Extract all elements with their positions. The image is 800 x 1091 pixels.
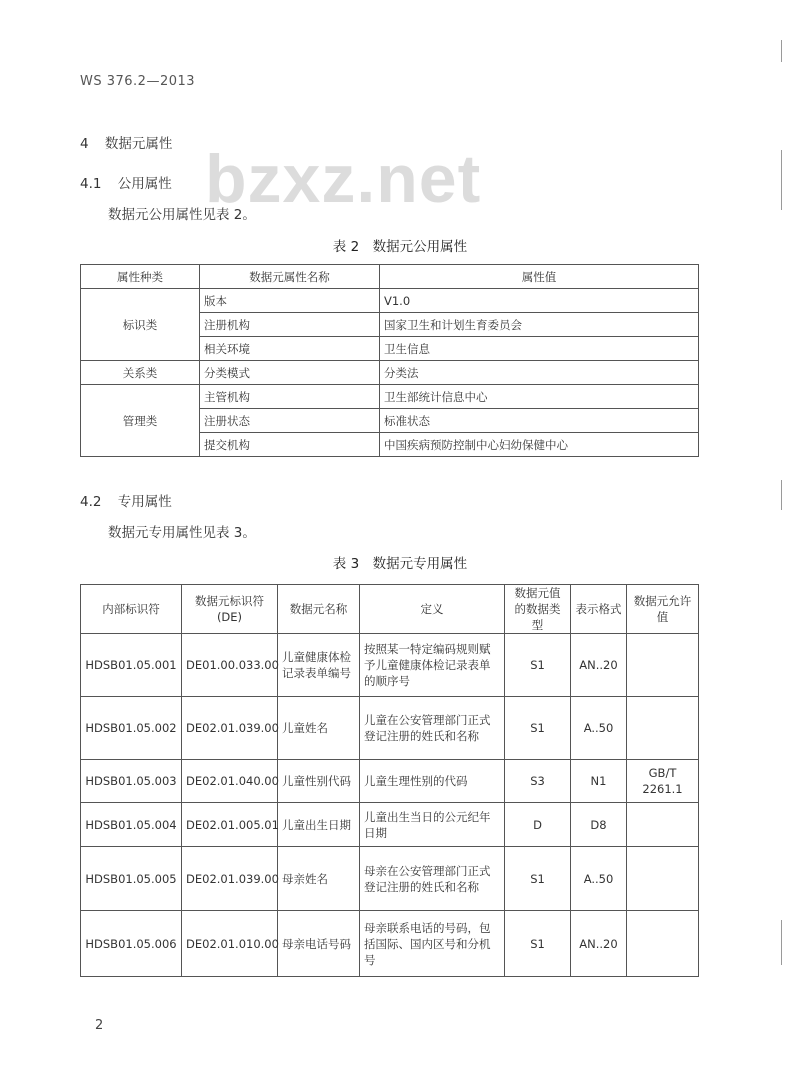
de-id-cell: DE02.01.039.00	[182, 697, 278, 760]
allowed-value-cell	[627, 697, 699, 760]
de-id-cell: DE02.01.039.00	[182, 847, 278, 911]
element-name-cell: 儿童出生日期	[278, 803, 360, 847]
section-number: 4.1	[80, 176, 102, 192]
table-header-cell: 数据元允许值	[627, 585, 699, 634]
scan-edge-mark	[781, 150, 782, 210]
de-id-cell: DE01.00.033.00	[182, 634, 278, 697]
table-row	[81, 847, 699, 911]
element-name-cell: 母亲电话号码	[278, 911, 360, 977]
attribute-group-cell: 管理类	[81, 385, 200, 457]
page-number: 2	[95, 1018, 104, 1033]
data-type-cell: S1	[505, 634, 571, 697]
data-type-cell: S1	[505, 697, 571, 760]
format-cell: AN..20	[571, 911, 627, 977]
table-header-cell: 属性值	[380, 265, 699, 289]
table-header-cell: 数据元属性名称	[200, 265, 380, 289]
attribute-value-cell: 标准状态	[380, 409, 699, 433]
data-type-cell: S1	[505, 847, 571, 911]
attribute-name-cell: 分类模式	[200, 361, 380, 385]
format-cell: A..50	[571, 847, 627, 911]
format-cell: A..50	[571, 697, 627, 760]
definition-cell: 按照某一特定编码规则赋予儿童健康体检记录表单的顺序号	[360, 634, 505, 697]
table-header-cell: 定义	[360, 585, 505, 634]
attribute-name-cell: 主管机构	[200, 385, 380, 409]
watermark: bzxz.net	[205, 141, 482, 217]
attribute-group-cell: 关系类	[81, 361, 200, 385]
scan-edge-mark	[781, 40, 782, 62]
table-row	[81, 634, 699, 697]
internal-id-cell: HDSB01.05.005	[81, 847, 182, 911]
table-row	[81, 911, 699, 977]
definition-cell: 儿童出生当日的公元纪年日期	[360, 803, 505, 847]
table-header-cell: 表示格式	[571, 585, 627, 634]
attribute-value-cell: 中国疾病预防控制中心妇幼保健中心	[380, 433, 699, 457]
allowed-value-cell	[627, 847, 699, 911]
standard-code-header: WS 376.2—2013	[80, 74, 196, 89]
table-row	[81, 697, 699, 760]
allowed-value-cell	[627, 634, 699, 697]
attribute-value-cell: 卫生信息	[380, 337, 699, 361]
section-4-2-heading	[80, 490, 172, 510]
section-number: 4	[80, 136, 89, 152]
table-header-cell: 数据元标识符(DE)	[182, 585, 278, 634]
section-4-1-paragraph: 数据元公用属性见表 2。	[108, 207, 256, 223]
attribute-name-cell: 注册机构	[200, 313, 380, 337]
element-name-cell: 母亲姓名	[278, 847, 360, 911]
format-cell: AN..20	[571, 634, 627, 697]
table-header-cell: 数据元值的数据类型	[505, 585, 571, 634]
attribute-name-cell: 注册状态	[200, 409, 380, 433]
section-title: 数据元属性	[104, 136, 173, 152]
attribute-value-cell: 国家卫生和计划生育委员会	[380, 313, 699, 337]
scan-edge-mark	[781, 480, 782, 510]
table-header-cell: 属性种类	[81, 265, 200, 289]
attribute-name-cell: 相关环境	[200, 337, 380, 361]
attribute-value-cell: V1.0	[380, 289, 699, 313]
attribute-value-cell: 分类法	[380, 361, 699, 385]
table-row	[81, 760, 699, 803]
attribute-name-cell: 版本	[200, 289, 380, 313]
format-cell: N1	[571, 760, 627, 803]
de-id-cell: DE02.01.040.00	[182, 760, 278, 803]
section-4-1-heading	[80, 172, 172, 192]
table-row	[81, 803, 699, 847]
attribute-name-cell: 提交机构	[200, 433, 380, 457]
data-type-cell: S3	[505, 760, 571, 803]
internal-id-cell: HDSB01.05.002	[81, 697, 182, 760]
table-2-caption: 表 2 数据元公用属性	[332, 239, 468, 255]
allowed-value-cell	[627, 911, 699, 977]
element-name-cell: 儿童性别代码	[278, 760, 360, 803]
table-3	[80, 584, 699, 977]
internal-id-cell: HDSB01.05.004	[81, 803, 182, 847]
table-3-caption: 表 3 数据元专用属性	[332, 556, 468, 572]
element-name-cell: 儿童姓名	[278, 697, 360, 760]
allowed-value-cell	[627, 803, 699, 847]
table-header-cell: 数据元名称	[278, 585, 360, 634]
allowed-value-cell: GB/T 2261.1	[627, 760, 699, 803]
data-type-cell: D	[505, 803, 571, 847]
de-id-cell: DE02.01.010.00	[182, 911, 278, 977]
section-4-heading	[80, 132, 172, 152]
definition-cell: 母亲在公安管理部门正式登记注册的姓氏和名称	[360, 847, 505, 911]
format-cell: D8	[571, 803, 627, 847]
internal-id-cell: HDSB01.05.006	[81, 911, 182, 977]
data-type-cell: S1	[505, 911, 571, 977]
internal-id-cell: HDSB01.05.003	[81, 760, 182, 803]
table-header-cell: 内部标识符	[81, 585, 182, 634]
element-name-cell: 儿童健康体检记录表单编号	[278, 634, 360, 697]
de-id-cell: DE02.01.005.01	[182, 803, 278, 847]
section-title: 专用属性	[117, 494, 172, 510]
internal-id-cell: HDSB01.05.001	[81, 634, 182, 697]
scan-edge-mark	[781, 920, 782, 965]
definition-cell: 母亲联系电话的号码，包括国际、国内区号和分机号	[360, 911, 505, 977]
section-number: 4.2	[80, 494, 102, 510]
attribute-value-cell: 卫生部统计信息中心	[380, 385, 699, 409]
definition-cell: 儿童生理性别的代码	[360, 760, 505, 803]
definition-cell: 儿童在公安管理部门正式登记注册的姓氏和名称	[360, 697, 505, 760]
table-2	[80, 264, 699, 457]
section-title: 公用属性	[117, 176, 172, 192]
section-4-2-paragraph: 数据元专用属性见表 3。	[108, 525, 256, 541]
attribute-group-cell: 标识类	[81, 289, 200, 361]
